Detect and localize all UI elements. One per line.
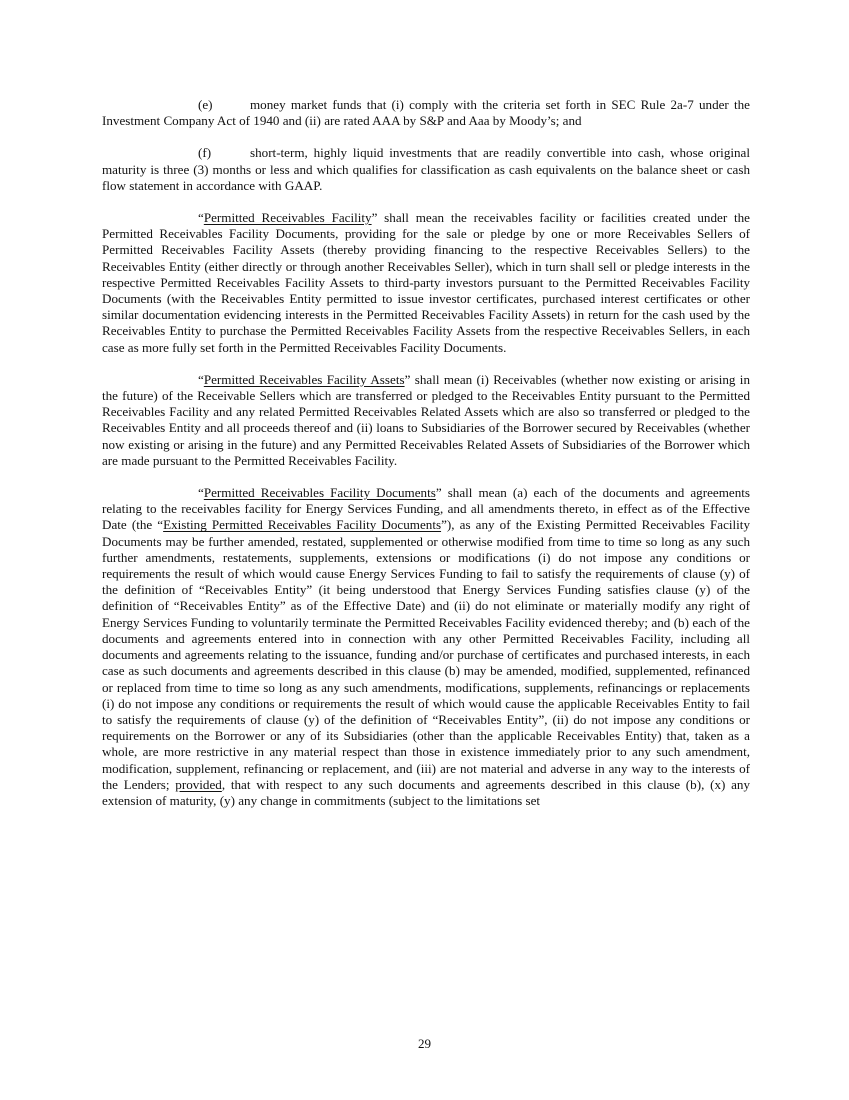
definition-text: ” shall mean the receivables facility or facilities created under the Permitted Receivables Facility Documents, providing for the sale or pledge by one or more Receivables Sellers of Permitted Receivables Facility Assets (thereby providing financing to the respective Receivables Sellers) to the Receivables Entity (either directly or through another Receivables Seller), which in turn shall sell or pledge interests in the respective Permitted Receivables Facility Assets to third-party investors pursuant to the Permitted Receivables Facility Documents (with the Receivables Entity permitted to issue investor certificates, purchased interest certificates or other similar documentation evidencing interests in the Permitted Receivables Facility Assets) in return for the cash used by the Receivables Entity to purchase the Permitted Receivables Facility Assets from the respective Receivables Sellers, in each case as more fully set forth in the Permitted Receivables Facility Documents.: [102, 210, 750, 355]
open-quote: “: [198, 210, 204, 226]
clause-e: [102, 97, 750, 129]
open-quote: “: [198, 371, 204, 387]
clause-e-label: (e): [198, 97, 213, 112]
defined-term: Permitted Receivables Facility Documents: [203, 485, 436, 501]
definition-permitted-receivables-facility: [102, 210, 750, 356]
clause-f-text: short-term, highly liquid investments that are readily convertible into cash, whose original maturity is three (3) months or less and which qualifies for classification as cash equivalents on the balance sheet or cash flow statement in accordance with GAAP.: [102, 145, 750, 193]
definition-text-part-3: , that with respect to any such documents and agreements described in this clause (b), (x) any extension of maturity, (y) any change in commitments (subject to the limitations set: [102, 776, 750, 808]
document-body: [102, 97, 750, 825]
provided-term: provided: [175, 776, 222, 792]
clause-e-text: money market funds that (i) comply with the criteria set forth in SEC Rule 2a-7 under the Investment Company Act of 1940 and (ii) are rated AAA by S&P and Aaa by Moody’s; and: [102, 97, 750, 129]
clause-f-label: (f): [198, 145, 212, 161]
page-number: 29: [417, 1036, 432, 1051]
definition-permitted-receivables-facility-documents: [102, 485, 750, 809]
defined-term: Permitted Receivables Facility: [203, 210, 372, 226]
inner-defined-term: Existing Permitted Receivables Facility Documents: [163, 517, 442, 533]
open-quote: “: [198, 485, 204, 501]
definition-text-part-1: ” shall mean (a) each of the documents and agreements relating to the receivables facility for Energy Services Funding, and all amendments thereto, in effect as of the Effective Date (the “: [102, 485, 750, 533]
definition-permitted-receivables-facility-assets: [102, 372, 750, 469]
defined-term: Permitted Receivables Facility Assets: [203, 371, 405, 387]
definition-text: ” shall mean (i) Receivables (whether now existing or arising in the future) of the Receivable Sellers which are transferred or pledged to the Receivables Entity pursuant to the Permitted Receivables Facility and any related Permitted Receivables Related Assets which are also so transferred or pledged to the Receivables Entity and all proceeds thereof and (ii) loans to Subsidiaries of the Borrower secured by Receivables (whether now existing or arising in the future) and any Permitted Receivables Related Assets of Subsidiaries of the Borrower which are made pursuant to the Permitted Receivables Facility.: [102, 371, 750, 468]
clause-f: [102, 145, 750, 194]
definition-text-part-2: ”), as any of the Existing Permitted Receivables Facility Documents may be further amended, restated, supplemented or otherwise modified from time to time so long as any such further amendments, restatements, supplements, extensions or modifications (i) do not impose any conditions or requirements the result of which would cause Energy Services Funding to fail to satisfy the requirements of clause (y) of the definition of “Receivables Entity” (it being understood that Energy Services Funding satisfies clause (y) of the definition of “Receivables Entity” as of the Effective Date) and (ii) do not eliminate or materially modify any right of Energy Services Funding to voluntarily terminate the Permitted Receivables Facility evidenced thereby; and (b) each of the documents and agreements entered into in connection with any other Permitted Receivables Facility, including all documents and agreements relating to the issuance, funding and/or purchase of certificates and purchased interests, in each case as such documents and agreements described in this clause (b) may be amended, modified, supplemented, refinanced or replaced from time to time so long as any such amendments, modifications, supplements, refinancings or replacements (i) do not impose any conditions or requirements the result of which would cause the applicable Receivables Entity to fail to satisfy the requirements of clause (y) of the definition of “Receivables Entity”, (ii) do not impose any conditions or requirements on the Borrower or any of its Subsidiaries (other than the applicable Receivables Entity) that, taken as a whole, are more restrictive in any material respect than those in existence immediately prior to any such amendment, modification, supplement, refinancing or replacement, and (iii) are not material and adverse in any way to the interests of the Lenders;: [102, 517, 750, 792]
